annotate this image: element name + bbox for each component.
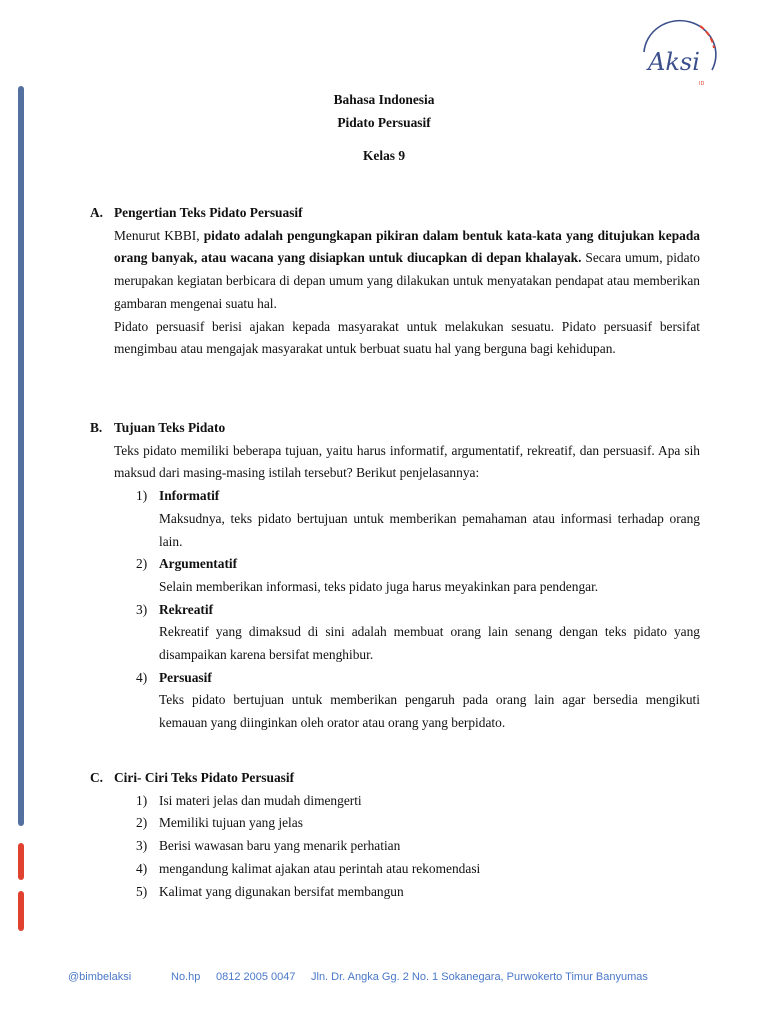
list-item-number: 4) (136, 860, 148, 876)
section-c (90, 767, 700, 903)
section-b-letter: B. (90, 420, 103, 435)
left-red-bar-top (18, 843, 24, 880)
logo-text: Aksi (648, 48, 700, 76)
list-item (114, 812, 700, 835)
list-item-text: Selain memberikan informasi, teks pidato juga harus meyakinkan para pendengar. (159, 578, 599, 594)
list-item-number: 1) (136, 488, 148, 504)
doc-class: Kelas 9 (362, 148, 406, 163)
list-item-number: 2) (136, 556, 148, 572)
list-item-text: Kalimat yang digunakan bersifat membangun (159, 883, 404, 899)
footer (68, 971, 728, 983)
list-item-number: 2) (136, 815, 148, 831)
section-b (90, 417, 700, 735)
list-item-text: Berisi wawasan baru yang menarik perhatian (159, 838, 401, 854)
list-item-title: Rekreatif (159, 601, 214, 617)
list-item-title: Persuasif (159, 669, 212, 685)
list-item-number: 3) (136, 838, 148, 854)
section-c-letter: C. (90, 770, 104, 785)
section-c-heading (90, 767, 700, 790)
list-item-number: 1) (136, 792, 148, 808)
doc-subject: Bahasa Indonesia (333, 92, 435, 107)
list-item (114, 599, 700, 667)
list-item-text: Memiliki tujuan yang jelas (159, 815, 303, 831)
left-blue-bar (18, 86, 24, 826)
list-item (114, 485, 700, 553)
doc-topic: Pidato Persuasif (337, 115, 431, 130)
list-item (114, 858, 700, 881)
section-a-heading (90, 202, 700, 225)
list-item-title: Informatif (159, 488, 220, 504)
section-a (90, 202, 700, 361)
logo-sub: ID (699, 81, 705, 87)
list-item-text: Maksudnya, teks pidato bertujuan untuk memberikan pemahaman atau informasi terhadap orang lain. (159, 510, 700, 549)
section-a-paragraph-2: Pidato persuasif berisi ajakan kepada masyarakat untuk melakukan sesuatu. Pidato persuasif bersifat mengimbau atau mengajak masyarakat untuk berbuat suatu hal yang berguna bagi kehidupan. (114, 318, 700, 357)
section-b-title: Tujuan Teks Pidato (114, 420, 226, 435)
list-item (114, 790, 700, 813)
list-item (114, 835, 700, 858)
footer-phone: 0812 2005 0047 (216, 971, 296, 983)
list-item (114, 667, 700, 735)
list-item-title: Argumentatif (159, 556, 238, 572)
list-item-text: Teks pidato bertujuan untuk memberikan pengaruh pada orang lain agar bersedia mengikuti kemauan yang diinginkan oleh orator atau orang yang berpidato. (159, 692, 700, 731)
list-item (114, 881, 700, 904)
list-item-number: 4) (136, 669, 148, 685)
section-a-p1-bold: pidato adalah pengungkapan pikiran dalam bentuk kata-kata yang ditujukan kepada orang banyak, atau wacana yang disiapkan untuk diucapkan di depan khalayak. (114, 227, 700, 266)
section-a-letter: A. (90, 205, 104, 220)
section-c-title: Ciri- Ciri Teks Pidato Persuasif (114, 770, 295, 785)
list-item-text: mengandung kalimat ajakan atau perintah atau rekomendasi (159, 860, 481, 876)
footer-phone-label: No.hp (171, 971, 201, 983)
section-b-intro: Teks pidato memiliki beberapa tujuan, yaitu harus informatif, argumentatif, rekreatif, dan persuasif. Apa sih maksud dari masing-masing istilah tersebut? Berikut penjelasannya: (114, 442, 700, 481)
list-item-text: Rekreatif yang dimaksud di sini adalah membuat orang lain senang dengan teks pidato yang disampaikan karena bersifat menghibur. (159, 624, 700, 663)
section-b-heading (90, 417, 700, 440)
section-a-p1-rest: Secara umum, pidato merupakan kegiatan berbicara di depan umum yang dilakukan untuk menyatakan pendapat atau memberikan gambaran mengenai suatu hal. (114, 250, 700, 311)
aksi-logo (630, 12, 720, 90)
section-a-p1-lead: Menurut KBBI, (114, 227, 200, 243)
footer-address: Jln. Dr. Angka Gg. 2 No. 1 Sokanegara, Purwokerto Timur Banyumas (311, 971, 648, 983)
list-item-number: 5) (136, 883, 148, 899)
section-a-title: Pengertian Teks Pidato Persuasif (114, 205, 303, 220)
footer-handle: @bimbelaksi (68, 971, 132, 983)
left-red-bar-bottom (18, 891, 24, 931)
list-item-number: 3) (136, 601, 148, 617)
section-a-paragraph-1 (114, 225, 700, 316)
list-item (114, 553, 700, 598)
list-item-text: Isi materi jelas dan mudah dimengerti (159, 792, 362, 808)
